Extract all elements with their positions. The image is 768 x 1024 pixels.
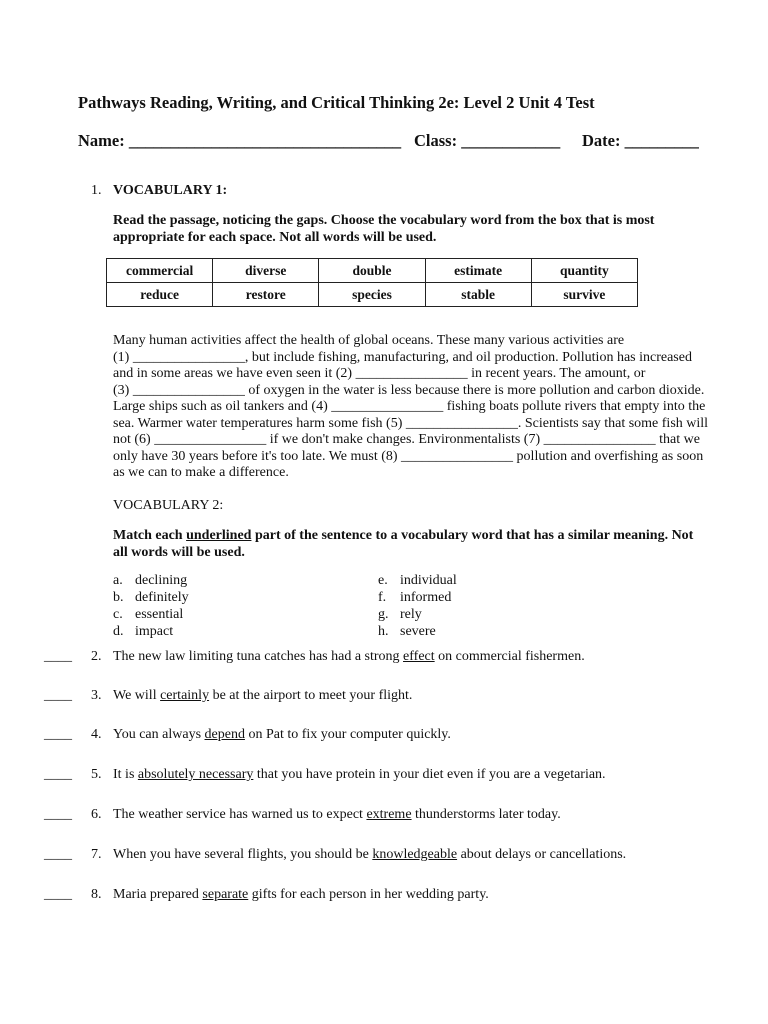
underlined-word: knowledgeable (372, 847, 458, 862)
passage-line: (3) ________________ of oxygen in the water is less because there is more pollution and carbon dioxide. (113, 382, 705, 398)
option-word: essential (135, 607, 184, 622)
option-word: severe (400, 624, 436, 639)
passage-line: as we can to make a difference. (113, 465, 289, 480)
vocab2-instructions-line2: all words will be used. (113, 545, 245, 560)
instructions-underlined-word: underlined (186, 528, 252, 543)
underlined-word: effect (403, 649, 435, 664)
underlined-word: separate (202, 887, 249, 902)
question-number: 8. (91, 887, 102, 902)
answer-blank[interactable]: ____ (44, 807, 72, 822)
option-word: informed (400, 590, 452, 605)
question-text-part: on Pat to fix your computer quickly. (244, 727, 451, 742)
underlined-word: extreme (366, 807, 412, 822)
instructions-text: Match each (113, 528, 187, 543)
vocab1-heading: VOCABULARY 1: (113, 183, 228, 198)
question-text-part: Maria prepared (113, 887, 203, 902)
option-letter: b. (113, 590, 124, 605)
answer-blank[interactable]: ____ (44, 847, 72, 862)
word-box-cell: diverse (213, 259, 319, 283)
option-item (378, 572, 457, 589)
passage-line: not (6) ________________ if we don't make changes. Environmentalists (7) ________________ that we (113, 432, 700, 447)
option-item (113, 623, 189, 640)
underlined-word: depend (204, 727, 245, 742)
options-right-column (378, 572, 457, 640)
passage-line: and in some areas we have even seen it (2) ________________ in recent years. The amount, or (113, 366, 646, 381)
option-item (378, 589, 457, 606)
instructions-text: part of the sentence to a vocabulary word that has a similar meaning. Not (251, 528, 694, 543)
passage-line: sea. Warmer water temperatures harm some fish (5) ________________. Scientists say that some fish will (113, 415, 709, 431)
answer-blank[interactable]: ____ (44, 649, 72, 664)
option-letter: h. (378, 624, 389, 639)
word-box (106, 258, 638, 307)
name-field-label: Name: _________________________________ (78, 131, 402, 150)
question-text-part: When you have several flights, you should be (113, 847, 373, 862)
option-word: definitely (135, 590, 189, 605)
question-text-part: We will (113, 688, 161, 703)
option-letter: f. (378, 590, 387, 605)
question-text-part: thunderstorms later today. (411, 807, 561, 822)
question-text-part: that you have protein in your diet even if you are a vegetarian. (253, 767, 606, 782)
word-box-row (107, 283, 638, 307)
option-word: individual (400, 573, 457, 588)
underlined-word: absolutely necessary (137, 767, 254, 782)
section-1-number: 1. (91, 183, 102, 198)
option-word: rely (400, 607, 422, 622)
passage-line: (1) ________________, but include fishing, manufacturing, and oil production. Pollution has increased (113, 349, 692, 365)
passage-line: Many human activities affect the health of global oceans. These many various activities are (113, 333, 625, 348)
answer-blank[interactable]: ____ (44, 727, 72, 742)
option-item (113, 589, 189, 606)
question-number: 7. (91, 847, 102, 862)
vocab1-passage (113, 333, 708, 482)
answer-blank[interactable]: ____ (44, 688, 72, 703)
question-number: 2. (91, 649, 102, 664)
answer-blank[interactable]: ____ (44, 767, 72, 782)
word-box-cell: restore (213, 283, 319, 307)
question-text-part: gifts for each person in her wedding party. (248, 887, 489, 902)
word-box-cell: reduce (107, 283, 213, 307)
word-box-cell: species (319, 283, 425, 307)
option-word: declining (135, 573, 188, 588)
passage-line: only have 30 years before it's too late. We must (8) ________________ pollution and overfishing as soon (113, 448, 704, 464)
question-text (113, 688, 412, 704)
question-text (113, 807, 561, 823)
option-letter: a. (113, 573, 123, 588)
option-letter: c. (113, 607, 123, 622)
answer-blank[interactable]: ____ (44, 887, 72, 902)
question-text (113, 767, 606, 783)
question-number: 4. (91, 727, 102, 742)
question-text-part: about delays or cancellations. (457, 847, 627, 862)
question-text-part: The new law limiting tuna catches has had a strong (113, 649, 404, 664)
word-box-cell: quantity (531, 259, 637, 283)
question-text-part: on commercial fishermen. (434, 649, 585, 664)
question-text-part: be at the airport to meet your flight. (209, 688, 413, 703)
option-item (113, 572, 189, 589)
word-box-cell: estimate (425, 259, 531, 283)
question-text (113, 847, 626, 863)
word-box-row (107, 259, 638, 283)
word-box-cell: stable (425, 283, 531, 307)
vocab1-instructions-line1: Read the passage, noticing the gaps. Choose the vocabulary word from the box that is most (113, 213, 655, 228)
question-text (113, 727, 451, 743)
option-letter: g. (378, 607, 389, 622)
question-number: 5. (91, 767, 102, 782)
word-box-cell: survive (531, 283, 637, 307)
date-field-label: Date: _________ (582, 131, 699, 150)
underlined-word: certainly (160, 688, 210, 703)
question-text-part: It is (113, 767, 138, 782)
question-number: 3. (91, 688, 102, 703)
question-text (113, 887, 489, 903)
question-number: 6. (91, 807, 102, 822)
option-item (113, 606, 189, 623)
option-item (378, 606, 457, 623)
question-text-part: You can always (113, 727, 205, 742)
word-box-cell: commercial (107, 259, 213, 283)
passage-line: Large ships such as oil tankers and (4) ________________ fishing boats pollute rivers that empty into the (113, 399, 706, 414)
options-left-column (113, 572, 189, 640)
option-letter: e. (378, 573, 388, 588)
class-field-label: Class: ____________ (414, 131, 561, 150)
option-item (378, 623, 457, 640)
word-box-cell: double (319, 259, 425, 283)
vocab2-heading: VOCABULARY 2: (113, 498, 224, 513)
page-title: Pathways Reading, Writing, and Critical Thinking 2e: Level 2 Unit 4 Test (78, 93, 595, 112)
question-text (113, 649, 585, 665)
option-word: impact (135, 624, 174, 639)
question-text-part: The weather service has warned us to expect (113, 807, 367, 822)
vocab2-instructions-line1 (113, 527, 693, 544)
vocab1-instructions-line2: appropriate for each space. Not all words will be used. (113, 230, 437, 245)
option-letter: d. (113, 624, 124, 639)
